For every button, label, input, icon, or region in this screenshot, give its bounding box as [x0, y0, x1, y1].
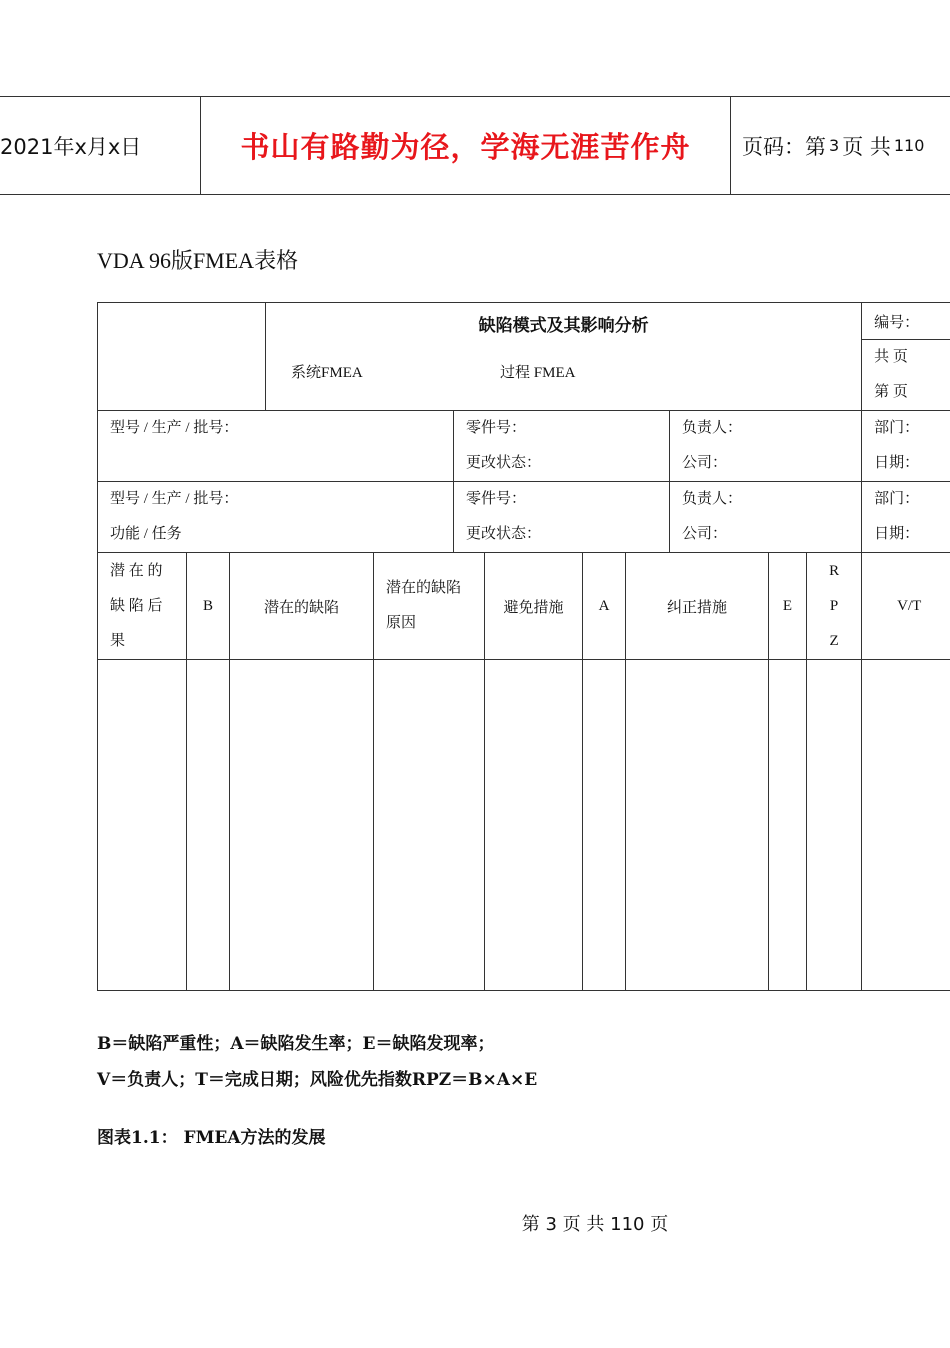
date-label-2: 日期： [874, 526, 920, 542]
system-fmea-label: 系统FMEA [291, 365, 363, 381]
dept-cell-1 [862, 411, 950, 482]
owner-cell-1 [670, 411, 862, 482]
col-effect-line1: 潜 在 的 [110, 562, 163, 579]
body-cell-rpz[interactable] [807, 660, 862, 991]
col-prevention: 避免措施 [485, 553, 583, 660]
col-vt: V/T [862, 553, 950, 660]
page-number-label: 第 页 [874, 384, 908, 400]
total-pages-label: 共 页 [874, 349, 908, 365]
part-no-label-1: 零件号： [466, 420, 527, 436]
model-label-2: 型号 / 生产 / 批号： [110, 491, 239, 507]
company-label-2: 公司： [682, 526, 728, 542]
document-title: VDA 96版FMEA表格 [97, 248, 299, 273]
owner-cell-2 [670, 482, 862, 553]
col-cause [374, 553, 485, 660]
legend-line-1: B＝缺陷严重性；A＝缺陷发生率；E＝缺陷发现率； [97, 1034, 495, 1054]
process-fmea-label: 过程 FMEA [500, 365, 576, 381]
change-status-label-2: 更改状态： [466, 526, 542, 542]
col-b: B [187, 553, 230, 660]
function-label: 功能 / 任务 [110, 526, 182, 542]
body-cell-cause[interactable] [374, 660, 485, 991]
number-label: 编号： [874, 314, 920, 331]
legend-notes [97, 1026, 537, 1098]
body-cell-vt[interactable] [862, 660, 950, 991]
col-e: E [769, 553, 807, 660]
body-cell-b[interactable] [187, 660, 230, 991]
body-cell-correction[interactable] [626, 660, 769, 991]
col-failure-mode: 潜在的缺陷 [230, 553, 374, 660]
page-footer: 第 3 页 共 110 页 [521, 1214, 669, 1235]
owner-label-2: 负责人： [682, 491, 743, 507]
fmea-form-table [97, 302, 950, 991]
header-page-mid: 页 共 [842, 134, 891, 159]
col-effect-line3: 果 [110, 632, 126, 649]
header-total-pages: 110 [893, 136, 925, 155]
header-motto: 书山有路勤为径，学海无涯苦作舟 [201, 97, 731, 194]
body-cell-a[interactable] [583, 660, 626, 991]
model-cell-1 [98, 411, 454, 482]
page-header [0, 96, 950, 195]
pages-cell [862, 340, 950, 411]
form-title: 缺陷模式及其影响分析 [478, 316, 649, 336]
body-cell-prevention[interactable] [485, 660, 583, 991]
model-label-1: 型号 / 生产 / 批号： [110, 420, 239, 436]
header-date: 2021年x月x日 [0, 97, 201, 194]
header-page-number: 3 [829, 136, 840, 155]
col-a: A [583, 553, 626, 660]
figure-caption: 图表1.1： FMEA方法的发展 [97, 1128, 326, 1148]
form-title-cell [266, 303, 862, 411]
col-effect [98, 553, 187, 660]
body-cell-effect[interactable] [98, 660, 187, 991]
col-cause-line1: 潜在的缺陷 [386, 580, 462, 596]
date-label-1: 日期： [874, 455, 920, 471]
header-page-info [742, 97, 950, 194]
model-cell-2 [98, 482, 454, 553]
col-rpz-p: P [829, 597, 839, 614]
legend-line-2: V＝负责人；T＝完成日期；风险优先指数RPZ＝B×A×E [97, 1070, 538, 1090]
part-cell-2 [454, 482, 670, 553]
body-cell-e[interactable] [769, 660, 807, 991]
col-cause-line2: 原因 [386, 615, 417, 631]
company-label-1: 公司： [682, 455, 728, 471]
dept-label-1: 部门： [874, 420, 920, 436]
header-page-label: 页码：第 [742, 134, 826, 159]
part-cell-1 [454, 411, 670, 482]
col-rpz-z: Z [829, 632, 839, 649]
col-effect-line2: 缺 陷 后 [110, 597, 163, 614]
number-cell [862, 303, 950, 340]
col-correction: 纠正措施 [626, 553, 769, 660]
change-status-label-1: 更改状态： [466, 455, 542, 471]
owner-label-1: 负责人： [682, 420, 743, 436]
col-rpz-r: R [829, 562, 840, 579]
dept-label-2: 部门： [874, 491, 920, 507]
dept-cell-2 [862, 482, 950, 553]
body-cell-mode[interactable] [230, 660, 374, 991]
logo-cell [98, 303, 266, 411]
part-no-label-2: 零件号： [466, 491, 527, 507]
col-rpz [807, 553, 862, 660]
